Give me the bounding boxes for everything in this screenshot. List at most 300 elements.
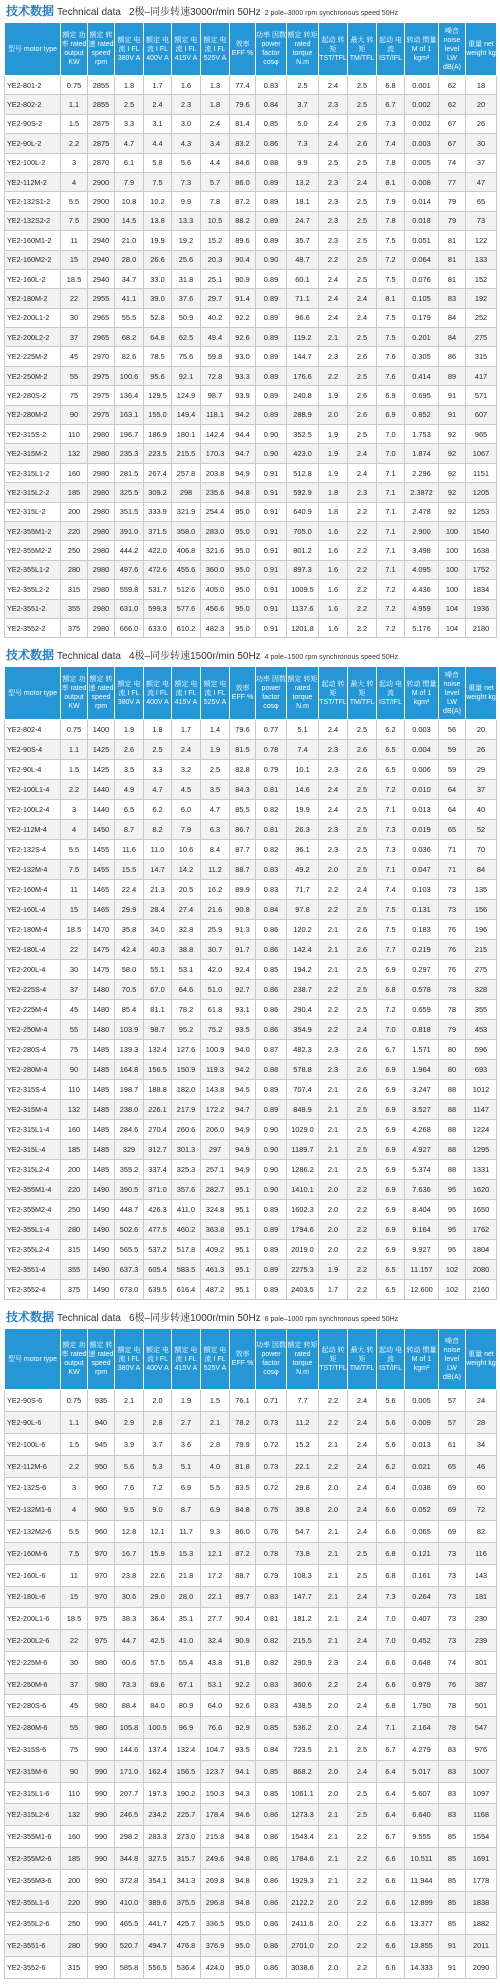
cell-rated-speed: 1465 [88,900,115,920]
cell-max-torque: 2.2 [348,1180,377,1200]
cell-power-factor: 0.89 [256,1260,287,1280]
cell-starting-current: 6.9 [377,1200,405,1220]
cell-current-525v: 170.3 [201,444,230,463]
cell-current-400v: 556.5 [144,1957,172,1979]
table-row [5,1120,497,1140]
table-row [5,1140,497,1160]
cell-power-factor: 0.89 [256,328,287,347]
cell-max-torque: 2.4 [348,1020,377,1040]
cell-rated-torque: 1286.2 [287,1160,319,1180]
cell-starting-current: 6.2 [377,1455,405,1477]
cell-power-factor: 0.91 [256,521,287,540]
cell-net-weight: 976 [466,1739,497,1761]
cell-inertia: 3.498 [405,541,439,560]
cell-noise-level: 74 [439,1651,466,1673]
cell-power-factor: 0.90 [256,1140,287,1160]
cell-power-factor: 0.83 [256,860,287,880]
cell-inertia: 3.247 [405,1080,439,1100]
header-current-525v: 额定 电流 I FL 525V A [201,23,230,76]
cell-motor-type: YE2-100L-2 [5,153,61,172]
cell-inertia: 0.065 [405,1521,439,1543]
table-row [5,920,497,940]
title-en: Technical data [57,651,121,663]
header-net-weight: 重量 net weight kg [466,23,497,76]
cell-rated-output: 5.5 [61,192,88,211]
cell-power-factor: 0.90 [256,1180,287,1200]
cell-net-weight: 355 [466,1000,497,1020]
cell-current-415v: 325.3 [172,1160,201,1180]
cell-starting-current: 7.8 [377,153,405,172]
cell-noise-level: 80 [439,1040,466,1060]
cell-motor-type: YE2-3551-2 [5,599,61,618]
cell-efficiency: 95.0 [230,580,256,599]
cell-starting-current: 7.0 [377,425,405,444]
cell-current-415v: 616.4 [172,1280,201,1300]
cell-rated-speed: 1480 [88,1000,115,1020]
cell-starting-current: 6.9 [377,1060,405,1080]
header-current-415v: 额定 电流 I FL 415V A [172,667,201,720]
cell-current-415v: 5.1 [172,1455,201,1477]
cell-rated-output: 90 [61,405,88,424]
cell-starting-torque: 2.3 [319,1651,348,1673]
cell-rated-torque: 15.2 [287,1433,319,1455]
cell-starting-torque: 2.3 [319,347,348,366]
cell-rated-speed: 1475 [88,940,115,960]
cell-max-torque: 2.4 [348,172,377,191]
cell-current-400v: 33.0 [144,269,172,288]
cell-efficiency: 92.2 [230,1673,256,1695]
cell-max-torque: 2.4 [348,1455,377,1477]
cell-net-weight: 1838 [466,1891,497,1913]
cell-efficiency: 91.3 [230,920,256,940]
cell-starting-current: 7.0 [377,1020,405,1040]
cell-starting-current: 6.9 [377,405,405,424]
cell-motor-type: YE2-90L-6 [5,1412,61,1434]
cell-rated-output: 110 [61,1080,88,1100]
cell-net-weight: 84 [466,860,497,880]
table-row [5,231,497,250]
cell-rated-speed: 960 [88,1499,115,1521]
cell-net-weight: 24 [466,1390,497,1412]
cell-rated-speed: 2975 [88,366,115,385]
table-row [5,153,497,172]
cell-current-380v: 3.9 [115,1433,144,1455]
cell-current-400v: 4.7 [144,780,172,800]
cell-current-380v: 171.0 [115,1760,144,1782]
cell-current-525v: 4.4 [201,153,230,172]
cell-max-torque: 2.2 [348,1891,377,1913]
cell-net-weight: 2080 [466,1260,497,1280]
cell-current-400v: 28.4 [144,900,172,920]
cell-efficiency: 81.5 [230,740,256,760]
cell-max-torque: 2.5 [348,1542,377,1564]
cell-efficiency: 90.4 [230,1608,256,1630]
cell-starting-torque: 1.7 [319,1280,348,1300]
cell-net-weight: 501 [466,1695,497,1717]
cell-starting-current: 6.9 [377,1240,405,1260]
cell-current-380v: 8.7 [115,820,144,840]
cell-rated-torque: 96.6 [287,308,319,327]
spec-table [4,22,497,638]
cell-max-torque: 2.2 [348,599,377,618]
cell-rated-speed: 980 [88,1651,115,1673]
cell-rated-speed: 1490 [88,1200,115,1220]
cell-rated-torque: 7.3 [287,134,319,153]
cell-current-415v: 610.2 [172,618,201,637]
cell-motor-type: YE2-802-2 [5,95,61,114]
cell-starting-current: 6.6 [377,1935,405,1957]
cell-current-415v: 5.6 [172,153,201,172]
cell-rated-torque: 3.7 [287,95,319,114]
cell-current-525v: 321.6 [201,541,230,560]
cell-efficiency: 95.1 [230,1220,256,1240]
cell-starting-current: 7.3 [377,820,405,840]
cell-starting-current: 5.6 [377,1390,405,1412]
cell-rated-output: 22 [61,940,88,960]
cell-starting-current: 7.5 [377,308,405,327]
cell-current-380v: 9.5 [115,1499,144,1521]
cell-net-weight: 135 [466,880,497,900]
cell-noise-level: 91 [439,1957,466,1979]
cell-rated-speed: 1425 [88,740,115,760]
cell-power-factor: 0.89 [256,366,287,385]
cell-max-torque: 2.4 [348,463,377,482]
cell-noise-level: 88 [439,1160,466,1180]
cell-efficiency: 84.3 [230,780,256,800]
cell-current-525v: 30.7 [201,940,230,960]
cell-motor-type: YE2-112M-6 [5,1455,61,1477]
cell-starting-torque: 2.2 [319,1673,348,1695]
cell-current-525v: 405.0 [201,580,230,599]
table-row [5,980,497,1000]
cell-rated-speed: 2900 [88,192,115,211]
cell-current-400v: 57.5 [144,1651,172,1673]
cell-efficiency: 95.1 [230,1200,256,1220]
cell-rated-speed: 2940 [88,269,115,288]
cell-current-415v: 460.2 [172,1220,201,1240]
cell-current-525v: 254.4 [201,502,230,521]
cell-net-weight: 28 [466,1412,497,1434]
cell-starting-current: 6.8 [377,1564,405,1586]
header-current-400v: 额定 电流 I FL 400V A [144,667,172,720]
cell-current-415v: 37.6 [172,289,201,308]
cell-motor-type: YE2-132M-4 [5,860,61,880]
cell-noise-level: 89 [439,366,466,385]
cell-max-torque: 2.3 [348,483,377,502]
cell-current-380v: 139.3 [115,1040,144,1060]
cell-max-torque: 2.4 [348,1499,377,1521]
cell-noise-level: 83 [439,1782,466,1804]
cell-rated-speed: 1475 [88,960,115,980]
cell-net-weight: 72 [466,1499,497,1521]
cell-rated-output: 220 [61,1180,88,1200]
cell-power-factor: 0.91 [256,618,287,637]
cell-starting-current: 7.2 [377,618,405,637]
cell-starting-torque: 1.6 [319,599,348,618]
cell-noise-level: 69 [439,1477,466,1499]
cell-inertia: 3.527 [405,1100,439,1120]
cell-rated-output: 37 [61,1673,88,1695]
cell-net-weight: 37 [466,153,497,172]
cell-efficiency: 84.6 [230,153,256,172]
cell-noise-level: 100 [439,580,466,599]
cell-rated-torque: 1029.0 [287,1120,319,1140]
table-row [5,1080,497,1100]
cell-noise-level: 67 [439,134,466,153]
cell-rated-speed: 935 [88,1390,115,1412]
cell-current-380v: 502.6 [115,1220,144,1240]
cell-efficiency: 93.9 [230,386,256,405]
cell-current-415v: 20.5 [172,880,201,900]
cell-rated-speed: 2980 [88,483,115,502]
cell-rated-torque: 54.7 [287,1521,319,1543]
cell-current-380v: 11.6 [115,840,144,860]
header-power-factor: 功率 因数 power factor cosφ [256,1329,287,1390]
cell-efficiency: 90.9 [230,1630,256,1652]
cell-starting-current: 6.9 [377,386,405,405]
cell-current-400v: 422.0 [144,541,172,560]
cell-current-415v: 78.2 [172,1000,201,1020]
cell-starting-current: 6.9 [377,1120,405,1140]
cell-rated-output: 15 [61,1586,88,1608]
cell-rated-speed: 2940 [88,250,115,269]
cell-efficiency: 94.9 [230,1140,256,1160]
cell-current-525v: 482.3 [201,618,230,637]
cell-efficiency: 93.5 [230,1739,256,1761]
cell-max-torque: 2.5 [348,860,377,880]
cell-starting-torque: 2.2 [319,1020,348,1040]
cell-power-factor: 0.89 [256,405,287,424]
cell-starting-current: 6.6 [377,1891,405,1913]
cell-power-factor: 0.73 [256,1455,287,1477]
table-row [5,1695,497,1717]
cell-efficiency: 91.4 [230,289,256,308]
cell-max-torque: 2.2 [348,580,377,599]
cell-current-415v: 455.6 [172,560,201,579]
cell-max-torque: 2.2 [348,541,377,560]
cell-current-400v: 531.7 [144,580,172,599]
cell-net-weight: 1752 [466,560,497,579]
cell-rated-output: 2.2 [61,134,88,153]
cell-net-weight: 596 [466,1040,497,1060]
cell-inertia: 13.377 [405,1913,439,1935]
cell-rated-torque: 360.6 [287,1673,319,1695]
speed-en: 6 pole–1000 rpm synchronous speed 50Hz [264,1316,399,1324]
cell-max-torque: 2.5 [348,231,377,250]
cell-noise-level: 88 [439,1080,466,1100]
cell-current-400v: 42.5 [144,1630,172,1652]
cell-efficiency: 95.0 [230,618,256,637]
cell-starting-torque: 2.0 [319,1200,348,1220]
cell-rated-speed: 2875 [88,114,115,133]
cell-current-380v: 2.9 [115,1412,144,1434]
cell-power-factor: 0.83 [256,76,287,95]
cell-current-415v: 1.9 [172,1390,201,1412]
cell-current-525v: 336.5 [201,1913,230,1935]
cell-current-525v: 1.8 [201,95,230,114]
cell-max-torque: 2.5 [348,980,377,1000]
cell-noise-level: 95 [439,1220,466,1240]
cell-power-factor: 0.91 [256,502,287,521]
cell-motor-type: YE2-3552-6 [5,1957,61,1979]
title-cn: 技术数据 [6,4,55,18]
cell-rated-speed: 990 [88,1804,115,1826]
cell-efficiency: 94.7 [230,1100,256,1120]
cell-net-weight: 230 [466,1608,497,1630]
cell-starting-torque: 2.3 [319,820,348,840]
cell-inertia: 9.164 [405,1220,439,1240]
cell-starting-torque: 2.1 [319,1869,348,1891]
cell-net-weight: 143 [466,1564,497,1586]
cell-net-weight: 1168 [466,1804,497,1826]
cell-rated-speed: 970 [88,1586,115,1608]
cell-efficiency: 92.6 [230,328,256,347]
cell-net-weight: 152 [466,269,497,288]
cell-rated-torque: 1602.3 [287,1200,319,1220]
cell-current-380v: 390.5 [115,1180,144,1200]
cell-rated-torque: 640.9 [287,502,319,521]
cell-current-525v: 27.7 [201,1608,230,1630]
table-row [5,760,497,780]
table-row [5,560,497,579]
cell-current-380v: 235.3 [115,444,144,463]
cell-noise-level: 92 [439,463,466,482]
cell-efficiency: 79.6 [230,720,256,740]
cell-inertia: 2.900 [405,521,439,540]
cell-rated-output: 90 [61,1060,88,1080]
cell-current-400v: 29.0 [144,1586,172,1608]
cell-current-400v: 162.4 [144,1760,172,1782]
cell-rated-speed: 1455 [88,860,115,880]
cell-starting-torque: 2.1 [319,1160,348,1180]
cell-power-factor: 0.77 [256,720,287,740]
cell-max-torque: 2.5 [348,153,377,172]
cell-efficiency: 94.4 [230,425,256,444]
header-max-torque: 最大 转矩 TM/TFL [348,23,377,76]
cell-max-torque: 2.2 [348,502,377,521]
cell-inertia: 0.008 [405,172,439,191]
cell-current-380v: 325.5 [115,483,144,502]
cell-net-weight: 1331 [466,1160,497,1180]
cell-starting-current: 6.6 [377,1957,405,1979]
cell-rated-torque: 2019.0 [287,1240,319,1260]
cell-max-torque: 2.6 [348,347,377,366]
cell-inertia: 0.047 [405,860,439,880]
cell-noise-level: 65 [439,1455,466,1477]
cell-current-400v: 69.6 [144,1673,172,1695]
cell-efficiency: 94.8 [230,1869,256,1891]
cell-inertia: 0.305 [405,347,439,366]
cell-current-400v: 81.1 [144,1000,172,1020]
cell-rated-torque: 22.1 [287,1455,319,1477]
cell-motor-type: YE2-225M-6 [5,1651,61,1673]
cell-inertia: 0.009 [405,1412,439,1434]
table-row [5,541,497,560]
cell-current-415v: 156.5 [172,1760,201,1782]
cell-current-415v: 127.6 [172,1040,201,1060]
cell-noise-level: 73 [439,1564,466,1586]
cell-current-415v: 517.8 [172,1240,201,1260]
cell-max-torque: 2.6 [348,740,377,760]
cell-rated-speed: 990 [88,1913,115,1935]
cell-motor-type: YE2-801-2 [5,76,61,95]
cell-current-525v: 283.0 [201,521,230,540]
cell-power-factor: 0.86 [256,1020,287,1040]
cell-inertia: 0.297 [405,960,439,980]
cell-current-415v: 298 [172,483,201,502]
cell-noise-level: 73 [439,1542,466,1564]
cell-noise-level: 64 [439,800,466,820]
cell-net-weight: 252 [466,308,497,327]
header-current-380v: 额定 电流 I FL 380V A [115,23,144,76]
cell-rated-speed: 2975 [88,386,115,405]
cell-starting-current: 6.2 [377,720,405,740]
cell-current-400v: 40.3 [144,940,172,960]
cell-rated-torque: 147.7 [287,1586,319,1608]
cell-rated-output: 185 [61,1140,88,1160]
cell-motor-type: YE2-180L-4 [5,940,61,960]
cell-current-400v: 36.4 [144,1608,172,1630]
cell-power-factor: 0.85 [256,1760,287,1782]
cell-current-380v: 666.0 [115,618,144,637]
cell-motor-type: YE2-3552-2 [5,618,61,637]
header-efficiency: 效率 EFF % [230,1329,256,1390]
table-row [5,250,497,269]
cell-current-525v: 360.0 [201,560,230,579]
cell-starting-current: 6.9 [377,960,405,980]
cell-net-weight: 20 [466,95,497,114]
cell-noise-level: 78 [439,980,466,1000]
cell-power-factor: 0.83 [256,880,287,900]
cell-current-415v: 6.9 [172,1477,201,1499]
cell-motor-type: YE2-132M1-6 [5,1499,61,1521]
cell-net-weight: 1778 [466,1869,497,1891]
cell-current-525v: 17.2 [201,1564,230,1586]
cell-current-415v: 14.2 [172,860,201,880]
table-row [5,95,497,114]
cell-efficiency: 95.0 [230,521,256,540]
cell-max-torque: 2.2 [348,1260,377,1280]
cell-rated-speed: 2855 [88,95,115,114]
cell-starting-torque: 2.4 [319,780,348,800]
cell-noise-level: 80 [439,1060,466,1080]
cell-inertia: 9.927 [405,1240,439,1260]
cell-rated-torque: 19.9 [287,800,319,820]
cell-starting-torque: 2.4 [319,800,348,820]
cell-motor-type: YE2-315M-6 [5,1760,61,1782]
cell-rated-output: 11 [61,1564,88,1586]
cell-inertia: 5.374 [405,1160,439,1180]
cell-current-380v: 520.7 [115,1935,144,1957]
cell-max-torque: 2.2 [348,1220,377,1240]
cell-rated-torque: 35.7 [287,231,319,250]
cell-current-415v: 6.0 [172,800,201,820]
table-row [5,1586,497,1608]
cell-net-weight: 2011 [466,1935,497,1957]
cell-starting-current: 7.6 [377,366,405,385]
cell-current-400v: 309.2 [144,483,172,502]
cell-current-380v: 246.5 [115,1804,144,1826]
cell-net-weight: 547 [466,1717,497,1739]
cell-rated-torque: 26.3 [287,820,319,840]
speed-cn: 2极–同步转速3000r/min 50Hz [128,7,261,18]
cell-max-torque: 2.6 [348,405,377,424]
cell-current-415v: 357.6 [172,1180,201,1200]
cell-power-factor: 0.73 [256,1412,287,1434]
cell-rated-speed: 2900 [88,172,115,191]
cell-current-400v: 2.5 [144,740,172,760]
cell-current-525v: 1.4 [201,720,230,740]
